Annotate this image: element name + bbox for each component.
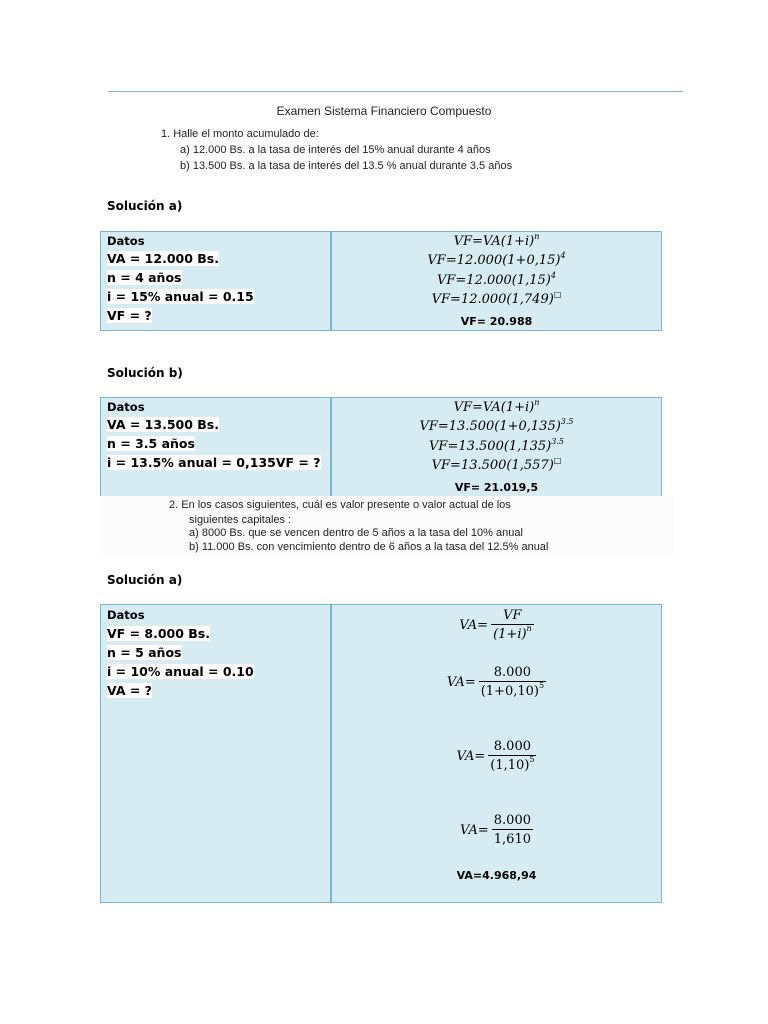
- question-1-prompt: 1. Halle el monto acumulado de:: [161, 128, 319, 140]
- question-2-a: a) 8000 Bs. que se vencen dentro de 5 años a la tasa del 10% anual: [189, 527, 523, 539]
- solution-1b-box: [100, 397, 662, 497]
- formula-line: $VF=VA(1+i)^n$: [453, 232, 540, 249]
- datos-label: Datos: [107, 234, 145, 248]
- question-2-prompt-cont: siguientes capitales :: [189, 514, 292, 526]
- solution-1a-box: [100, 231, 662, 331]
- fraction-formula: VA= $\frac{8.000}{1,610}$: [459, 813, 531, 847]
- datos-va: VA = ?: [107, 683, 152, 698]
- datos-label: Datos: [107, 608, 145, 622]
- formula-line: $VF=13.500(1,135)^{3.5}$: [429, 437, 564, 454]
- datos-n: n = 3.5 años: [107, 436, 195, 451]
- datos-n: n = 5 años: [107, 645, 182, 660]
- fraction-formula: VA= $\frac{8.000}{(1+0,10)^5}$: [446, 665, 545, 699]
- question-1-b: b) 13.500 Bs. a la tasa de interés del 13.5 % anual durante 3.5 años: [180, 160, 513, 172]
- datos-vf: VF = 8.000 Bs.: [107, 626, 210, 641]
- formula-line: $VF=12.000(1,15)^4$: [437, 271, 556, 288]
- result: VF= 20.988: [460, 315, 533, 328]
- question-1-a: a) 12.000 Bs. a la tasa de interés del 15% anual durante 4 años: [180, 144, 491, 156]
- datos-i: i = 15% anual = 0.15: [107, 289, 254, 304]
- fraction-formula: VA= $\frac{VF}{(1+i)^n}$: [459, 608, 532, 642]
- formula-panel: [332, 605, 661, 902]
- formula-line: $VF=13.500(1+0,135)^{3.5}$: [419, 417, 574, 434]
- formula-line: $VF=12.000(1+0,15)^4$: [427, 251, 566, 268]
- datos-i: i = 10% anual = 0.10: [107, 664, 254, 679]
- exam-title: Examen Sistema Financiero Compuesto: [276, 104, 492, 118]
- datos-vf: VF = ?: [107, 308, 152, 323]
- result: VA=4.968,94: [456, 869, 537, 882]
- formula-line: $VF=VA(1+i)^n$: [453, 398, 540, 415]
- solution-1b-heading: Solución b): [107, 366, 183, 380]
- datos-i-vf: i = 13.5% anual = 0,135VF = ?: [107, 455, 321, 470]
- fraction-formula: VA= $\frac{8.000}{(1,10)^5}$: [456, 739, 535, 773]
- solution-2a-box: [100, 604, 662, 903]
- result: VF= 21.019,5: [454, 481, 539, 494]
- top-rule: [108, 91, 683, 92]
- datos-panel: [101, 605, 332, 902]
- datos-n: n = 4 años: [107, 270, 182, 285]
- question-2-b: b) 11.000 Bs. con vencimiento dentro de 6 años a la tasa del 12.5% anual: [189, 541, 549, 553]
- formula-line: VF=12.000(1,749)□: [431, 290, 562, 307]
- solution-1a-heading: Solución a): [107, 199, 183, 213]
- datos-panel: [101, 232, 332, 330]
- datos-label: Datos: [107, 400, 145, 414]
- formula-panel: [332, 232, 661, 330]
- solution-2a-heading: Solución a): [107, 573, 183, 587]
- question-2-prompt: 2. En los casos siguientes, cuál es valor presente o valor actual de los: [169, 499, 511, 511]
- datos-va: VA = 12.000 Bs.: [107, 251, 219, 266]
- datos-va: VA = 13.500 Bs.: [107, 417, 219, 432]
- formula-panel: [332, 398, 661, 496]
- formula-line: VF=13.500(1,557)□: [431, 456, 562, 473]
- datos-panel: [101, 398, 332, 496]
